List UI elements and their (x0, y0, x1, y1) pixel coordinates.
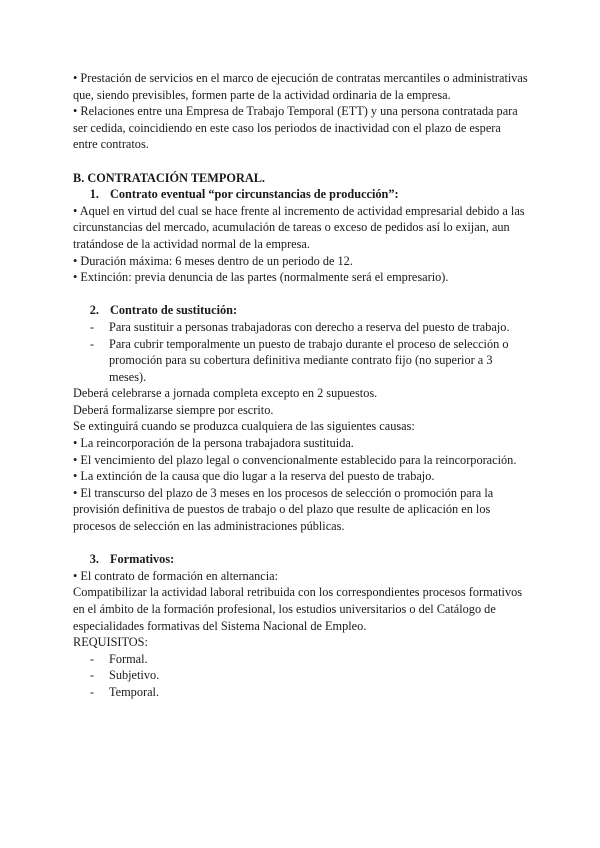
paragraph: Deberá formalizarse siempre por escrito. (73, 402, 274, 417)
dash-text: Para sustituir a personas trabajadoras con derecho a reserva del puesto de trabajo. (109, 319, 510, 334)
item-title: Formativos: (110, 552, 175, 567)
item-title: Contrato eventual “por circunstancias de producción”: (110, 187, 399, 202)
numbered-heading (73, 186, 528, 203)
dash-marker: - (90, 668, 95, 683)
dash-list-item (73, 319, 528, 336)
item-number: 1. (89, 187, 99, 202)
numbered-heading (73, 551, 528, 568)
item-number: 3. (89, 552, 99, 567)
paragraph: Compatibilizar la actividad laboral retribuida con los correspondientes procesos formativos en el ámbito de la formación profesional, los estudios universitarios o del Catálogo de especialidades formativas del Sistema Nacional de Empleo. (73, 585, 523, 633)
dash-marker: - (90, 319, 95, 334)
paragraph: Se extinguirá cuando se produzca cualquiera de las siguientes causas: (73, 419, 415, 434)
dash-list-item (73, 651, 528, 668)
bullet-paragraph: • Relaciones entre una Empresa de Trabajo Temporal (ETT) y una persona contratada para ser cedida, coincidiendo en este caso los periodos de inactividad con el plazo de espera entre contratos. (73, 104, 518, 152)
bullet-paragraph: • Prestación de servicios en el marco de ejecución de contratas mercantiles o administrativas que, siendo previsibles, formen parte de la actividad ordinaria de la empresa. (73, 71, 528, 102)
bullet-paragraph: • La reincorporación de la persona trabajadora sustituida. (73, 436, 354, 451)
dash-marker: - (90, 684, 95, 699)
dash-list-item (73, 667, 528, 684)
paragraph: REQUISITOS: (73, 635, 148, 650)
dash-marker: - (90, 651, 95, 666)
dash-list-item (73, 336, 528, 386)
dash-list-item (73, 684, 528, 701)
paragraph: Deberá celebrarse a jornada completa excepto en 2 supuestos. (73, 386, 378, 401)
bullet-paragraph: • Extinción: previa denuncia de las partes (normalmente será el empresario). (73, 270, 449, 285)
bullet-paragraph: • El vencimiento del plazo legal o convencionalmente establecido para la reincorporación. (73, 452, 517, 467)
bullet-paragraph: • La extinción de la causa que dio lugar a la reserva del puesto de trabajo. (73, 469, 435, 484)
section-heading: B. CONTRATACIÓN TEMPORAL. (73, 170, 265, 185)
bullet-paragraph: • Aquel en virtud del cual se hace frente al incremento de actividad empresarial debido a las circunstancias del mercado, acumulación de tareas o exceso de pedidos así lo exijan, aun tratándose de la actividad normal de la empresa. (73, 203, 525, 251)
dash-text: Para cubrir temporalmente un puesto de trabajo durante el proceso de selección o promoción para su cobertura definitiva mediante contrato fijo (no superior a 3 meses). (109, 336, 509, 384)
dash-text: Formal. (109, 651, 148, 666)
document-page (73, 70, 528, 701)
bullet-paragraph: • Duración máxima: 6 meses dentro de un periodo de 12. (73, 253, 353, 268)
bullet-paragraph: • El transcurso del plazo de 3 meses en los procesos de selección o promoción para la provisión definitiva de puestos de trabajo o del plazo que resulte de aplicación en los procesos de selección en las administraciones públicas. (73, 485, 494, 534)
bullet-paragraph: • El contrato de formación en alternancia: (73, 568, 279, 583)
item-title: Contrato de sustitución: (110, 303, 238, 318)
dash-marker: - (90, 336, 95, 351)
dash-text: Subjetivo. (109, 668, 160, 683)
numbered-heading (73, 302, 528, 319)
item-number: 2. (89, 303, 99, 318)
dash-text: Temporal. (109, 684, 160, 699)
